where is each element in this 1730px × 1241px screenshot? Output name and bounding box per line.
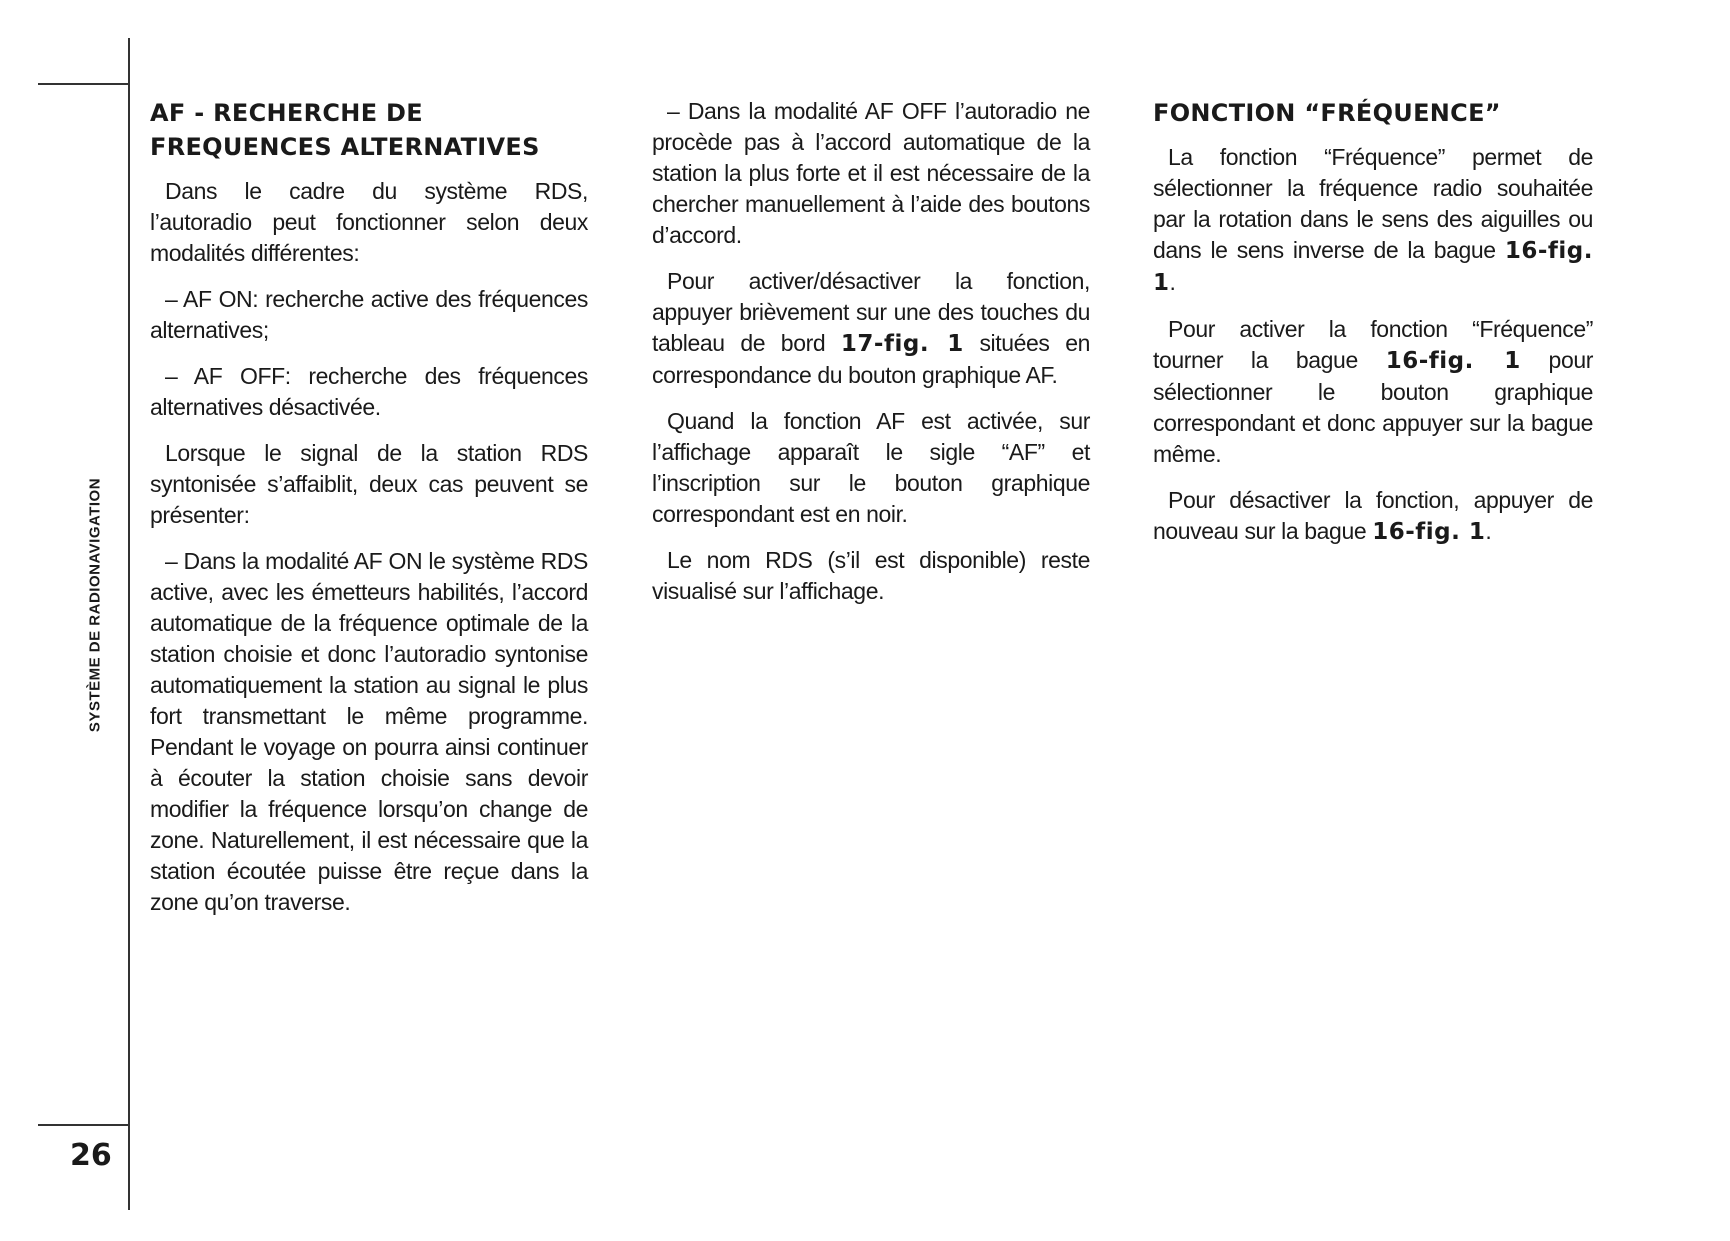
paragraph: Pour activer la fonction “Fréquence” tourner la bague 16-fig. 1 pour sélectionner le bouton graphique correspondant et donc appuyer sur la bague même. [1153,316,1593,467]
column-af-search [150,96,588,933]
section-side-label: SYSTÈME DE RADIONAVIGATION [86,477,104,733]
paragraph: Le nom RDS (s’il est disponible) reste visualisé sur l’affichage. [652,547,1090,604]
figure-reference: 16-fig. 1 [1372,519,1486,545]
figure-reference: 17-fig. 1 [840,331,964,357]
section-heading-frequency: FONCTION “FRÉQUENCE” [1153,99,1501,127]
paragraph: Lorsque le signal de la station RDS syntonisée s’affaiblit, deux cas peuvent se présenter: [150,440,588,528]
paragraph: – AF ON: recherche active des fréquences alternatives; [150,286,588,343]
paragraph: – Dans la modalité AF ON le système RDS active, avec les émetteurs habilités, l’accord automatique de la fréquence optimale de la station choisie et donc l’autoradio syntonise automatiquement la station au signal le plus fort transmettant le même programme. Pendant le voyage on pourra ainsi continuer à écouter la station choisie sans devoir modifier la fréquence lorsqu’on change de zone. Naturellement, il est nécessaire que la station écoutée puisse être reçue dans la zone qu’on traverse. [150,548,588,915]
paragraph: – AF OFF: recherche des fréquences alternatives désactivée. [150,363,588,420]
paragraph: Pour désactiver la fonction, appuyer de nouveau sur la bague 16-fig. 1. [1153,487,1593,545]
paragraph: Pour activer/désactiver la fonction, appuyer brièvement sur une des touches du tableau de bord 17-fig. 1 situées en correspondance du bouton graphique AF. [652,268,1090,388]
page-number: 26 [70,1138,112,1173]
margin-bottom-tick [38,1124,130,1126]
section-heading-af: AF - RECHERCHE DE FREQUENCES ALTERNATIVES [150,99,540,161]
figure-reference: 16-fig. 1 [1153,238,1593,296]
column-af-continued [652,96,1090,622]
margin-top-tick [38,83,130,85]
paragraph: – Dans la modalité AF OFF l’autoradio ne procède pas à l’accord automatique de la station la plus forte et il est nécessaire de la chercher manuellement à l’aide des boutons d’accord. [652,98,1090,248]
column-frequency-function [1153,96,1593,563]
paragraph: La fonction “Fréquence” permet de sélectionner la fréquence radio souhaitée par la rotation dans le sens des aiguilles ou dans le sens inverse de la bague 16-fig. 1. [1153,144,1593,296]
paragraph: Dans le cadre du système RDS, l’autoradio peut fonctionner selon deux modalités différentes: [150,178,588,266]
figure-reference: 16-fig. 1 [1385,348,1521,374]
margin-rule [128,38,130,1210]
paragraph: Quand la fonction AF est activée, sur l’affichage apparaît le sigle “AF” et l’inscription sur le bouton graphique correspondant est en noir. [652,408,1090,527]
